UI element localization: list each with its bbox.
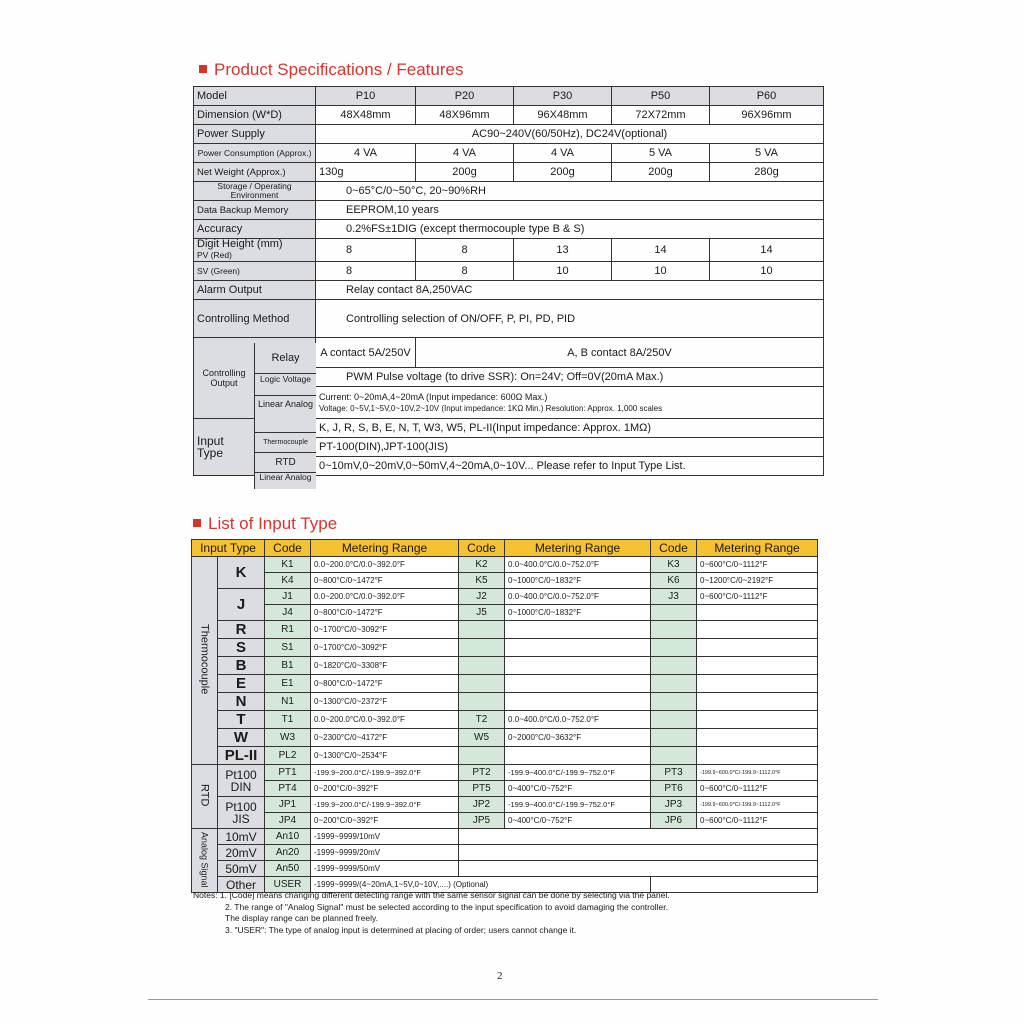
range-cell: -1999~9999/10mV xyxy=(311,829,459,845)
code-cell: JP1 xyxy=(265,797,311,813)
range-cell: 0.0~400.0°C/0.0~752.0°F xyxy=(505,557,651,573)
logic-label: Logic Voltage xyxy=(255,374,316,396)
range-cell xyxy=(697,729,818,747)
code-cell: USER xyxy=(265,877,311,893)
range-cell: 0~400°C/0~752°F xyxy=(505,813,651,829)
page-number: 2 xyxy=(497,970,503,982)
model-p60: P60 xyxy=(710,87,824,106)
code-cell: PT4 xyxy=(265,781,311,797)
range-cell: -199.9~200.0°C/-199.9~392.0°F xyxy=(311,797,459,813)
dimension-value: 48X96mm xyxy=(416,106,514,125)
code-cell xyxy=(459,639,505,657)
linear-voltage: Voltage: 0~5V,1~5V,0~10V,2~10V (Input impedance: 1KΩ Min.) Resolution: Approx. 1,000 scales xyxy=(319,403,663,413)
model-p30: P30 xyxy=(514,87,612,106)
code-cell: An50 xyxy=(265,861,311,877)
code-cell: W3 xyxy=(265,729,311,747)
pv-label: PV (Red) xyxy=(197,250,232,260)
group-rtd xyxy=(192,765,218,829)
group-analog xyxy=(192,829,218,893)
accuracy-label: Accuracy xyxy=(194,220,316,239)
range-cell: 0~600°C/0~1112°F xyxy=(697,781,818,797)
consumption-label: Power Consumption (Approx.) xyxy=(194,144,316,163)
code-cell: K1 xyxy=(265,557,311,573)
backup-row xyxy=(194,201,824,220)
notes xyxy=(193,890,813,936)
code-cell: PT6 xyxy=(651,781,697,797)
range-cell: 0~2300°C/0~4172°F xyxy=(311,729,459,747)
control-method-label: Controlling Method xyxy=(194,300,316,338)
weight-value: 200g xyxy=(416,163,514,182)
input-type-label: Input Type xyxy=(197,434,224,460)
code-cell: J4 xyxy=(265,605,311,621)
linear-label: Linear Analog xyxy=(255,396,316,433)
code-cell xyxy=(459,657,505,675)
relay-label: Relay xyxy=(255,343,316,374)
range-cell: 0~1700°C/0~3092°F xyxy=(311,621,459,639)
range-cell: 0~800°C/0~1472°F xyxy=(311,573,459,589)
code-cell: JP3 xyxy=(651,797,697,813)
accuracy-value: 0.2%FS±1DIG (except thermocouple type B & S) xyxy=(316,220,824,239)
table-row xyxy=(192,729,818,747)
rtd-value: PT-100(DIN),JPT-100(JIS) xyxy=(316,438,824,457)
model-p20: P20 xyxy=(416,87,514,106)
code-cell: K4 xyxy=(265,573,311,589)
header-range: Metering Range xyxy=(311,540,459,557)
control-method-value: Controlling selection of ON/OFF, P, PI, PD, PID xyxy=(316,300,824,338)
range-cell: 0~1300°C/0~2372°F xyxy=(311,693,459,711)
range-cell: 0~800°C/0~1472°F xyxy=(311,605,459,621)
type-name: 20mV xyxy=(218,845,265,861)
code-cell xyxy=(459,747,505,765)
range-cell: 0.0~400.0°C/0.0~752.0°F xyxy=(505,589,651,605)
code-cell xyxy=(651,729,697,747)
weight-value: 200g xyxy=(514,163,612,182)
bullet-icon xyxy=(193,519,201,527)
table-row xyxy=(192,589,818,605)
code-cell xyxy=(459,675,505,693)
code-cell: K2 xyxy=(459,557,505,573)
range-cell: 0.0~200.0°C/0.0~392.0°F xyxy=(311,589,459,605)
header-code: Code xyxy=(651,540,697,557)
range-cell xyxy=(459,829,818,845)
range-cell xyxy=(505,675,651,693)
range-cell: 0~200°C/0~392°F xyxy=(311,813,459,829)
table-row xyxy=(192,813,818,829)
header-code: Code xyxy=(265,540,311,557)
code-cell: S1 xyxy=(265,639,311,657)
range-cell: 0.0~400.0°C/0.0~752.0°F xyxy=(505,711,651,729)
range-cell xyxy=(459,861,818,877)
consumption-value: 5 VA xyxy=(612,144,710,163)
alarm-label: Alarm Output xyxy=(194,281,316,300)
model-p10: P10 xyxy=(316,87,416,106)
tc-label: Thermocouple xyxy=(255,433,316,453)
sv-value: 10 xyxy=(514,262,612,281)
range-cell xyxy=(697,747,818,765)
range-cell: 0~800°C/0~1472°F xyxy=(311,675,459,693)
code-cell xyxy=(651,657,697,675)
pv-value: 14 xyxy=(710,239,824,262)
bullet-icon xyxy=(199,65,207,73)
digit-height-label: Digit Height (mm) xyxy=(197,238,283,250)
dimension-row xyxy=(194,106,824,125)
table-row xyxy=(192,711,818,729)
weight-value: 130g xyxy=(316,163,416,182)
table-row xyxy=(192,747,818,765)
code-cell xyxy=(651,621,697,639)
table-row xyxy=(192,621,818,639)
power-label: Power Supply xyxy=(194,125,316,144)
pv-value: 8 xyxy=(416,239,514,262)
range-cell xyxy=(697,639,818,657)
range-cell: -199.9~600.0°C/-199.9~1112.0°F xyxy=(697,765,818,781)
group-thermocouple xyxy=(192,557,218,765)
consumption-value: 5 VA xyxy=(710,144,824,163)
range-cell: 0~2000°C/0~3632°F xyxy=(505,729,651,747)
linear-analog-value: 0~10mV,0~20mV,0~50mV,4~20mA,0~10V... Please refer to Input Type List. xyxy=(316,457,824,476)
table-row xyxy=(192,675,818,693)
range-cell: 0~1000°C/0~1832°F xyxy=(505,573,651,589)
dimension-value: 72X72mm xyxy=(612,106,710,125)
type-name: Other xyxy=(218,877,265,893)
code-cell: K5 xyxy=(459,573,505,589)
control-output-label: Controlling Output xyxy=(202,368,246,388)
control-method-row xyxy=(194,300,824,338)
range-cell xyxy=(505,657,651,675)
type-name: T xyxy=(218,711,265,729)
code-cell: T1 xyxy=(265,711,311,729)
type-name: Pt100 JIS xyxy=(218,797,265,829)
weight-label: Net Weight (Approx.) xyxy=(194,163,316,182)
code-cell xyxy=(651,605,697,621)
sv-row xyxy=(194,262,824,281)
alarm-row xyxy=(194,281,824,300)
type-name: J xyxy=(218,589,265,621)
control-output-sublabels xyxy=(254,343,316,489)
code-cell: N1 xyxy=(265,693,311,711)
type-name: S xyxy=(218,639,265,657)
code-cell: E1 xyxy=(265,675,311,693)
sv-value: 8 xyxy=(416,262,514,281)
type-name: 10mV xyxy=(218,829,265,845)
lin-analog-label: Linear Analog xyxy=(259,472,312,482)
code-cell: An10 xyxy=(265,829,311,845)
range-cell: 0.0~200.0°C/0.0~392.0°F xyxy=(311,711,459,729)
table-row xyxy=(192,557,818,573)
weight-value: 200g xyxy=(612,163,710,182)
range-cell: -1999~9999/50mV xyxy=(311,861,459,877)
accuracy-row xyxy=(194,220,824,239)
type-name: W xyxy=(218,729,265,747)
range-cell xyxy=(697,675,818,693)
range-cell xyxy=(697,605,818,621)
input-type-table xyxy=(191,539,818,893)
code-cell: PT1 xyxy=(265,765,311,781)
code-cell xyxy=(651,675,697,693)
input-title-text: List of Input Type xyxy=(208,514,338,533)
range-cell: 0~200°C/0~392°F xyxy=(311,781,459,797)
input-header-row xyxy=(192,540,818,557)
note-2b: The display range can be planned freely. xyxy=(225,913,378,923)
power-row xyxy=(194,125,824,144)
dimension-value: 96X48mm xyxy=(514,106,612,125)
code-cell xyxy=(651,693,697,711)
header-range: Metering Range xyxy=(505,540,651,557)
range-cell: 0~1820°C/0~3308°F xyxy=(311,657,459,675)
code-cell: J3 xyxy=(651,589,697,605)
range-cell: -199.9~400.0°C/-199.9~752.0°F xyxy=(505,797,651,813)
logic-value: PWM Pulse voltage (to drive SSR): On=24V; Off=0V(20mA Max.) xyxy=(316,368,824,387)
power-value: AC90~240V(60/50Hz), DC24V(optional) xyxy=(316,125,824,144)
table-row xyxy=(192,639,818,657)
table-row xyxy=(192,845,818,861)
range-cell xyxy=(697,693,818,711)
header-input-type: Input Type xyxy=(192,540,265,557)
pv-value: 8 xyxy=(316,239,416,262)
consumption-row xyxy=(194,144,824,163)
code-cell: PT3 xyxy=(651,765,697,781)
table-row xyxy=(192,781,818,797)
thermocouple-value: K, J, R, S, B, E, N, T, W3, W5, PL-II(Input impedance: Approx. 1MΩ) xyxy=(316,419,824,438)
environment-row xyxy=(194,182,824,201)
header-range: Metering Range xyxy=(697,540,818,557)
consumption-value: 4 VA xyxy=(514,144,612,163)
range-cell: -199.9~200.0°C/-199.9~392.0°F xyxy=(311,765,459,781)
table-row xyxy=(192,693,818,711)
code-cell: K6 xyxy=(651,573,697,589)
range-cell: 0~400°C/0~752°F xyxy=(505,781,651,797)
weight-row xyxy=(194,163,824,182)
relay-a-contact: A contact 5A/250V xyxy=(316,338,416,368)
environment-label: Storage / Operating Environment xyxy=(194,182,316,201)
code-cell xyxy=(459,693,505,711)
dimension-value: 48X48mm xyxy=(316,106,416,125)
code-cell: JP2 xyxy=(459,797,505,813)
model-label: Model xyxy=(194,87,316,106)
sv-value: 8 xyxy=(316,262,416,281)
range-cell xyxy=(459,845,818,861)
code-cell: J2 xyxy=(459,589,505,605)
type-name: R xyxy=(218,621,265,639)
alarm-value: Relay contact 8A,250VAC xyxy=(316,281,824,300)
note-1: Notes: 1. [Code] means changing different detecting range with the same sensor signal can be done by selecting via the panel. xyxy=(193,890,670,900)
group-rtd-label: RTD xyxy=(198,783,211,807)
range-cell: 0~1200°C/0~2192°F xyxy=(697,573,818,589)
code-cell: JP5 xyxy=(459,813,505,829)
type-name: Pt100 DIN xyxy=(218,765,265,797)
note-2: 2. The range of "Analog Signal" must be selected according to the input specification to avoid damaging the controller. xyxy=(225,901,668,912)
range-cell: 0.0~200.0°C/0.0~392.0°F xyxy=(311,557,459,573)
code-cell: J1 xyxy=(265,589,311,605)
range-cell: -199.9~400.0°C/-199.9~752.0°F xyxy=(505,765,651,781)
digit-height-cell xyxy=(194,239,316,262)
pv-row xyxy=(194,239,824,262)
type-name: 50mV xyxy=(218,861,265,877)
range-cell: 0~1700°C/0~3092°F xyxy=(311,639,459,657)
range-cell: 0~1000°C/0~1832°F xyxy=(505,605,651,621)
backup-value: EEPROM,10 years xyxy=(316,201,824,220)
range-cell xyxy=(697,621,818,639)
input-section-title xyxy=(193,514,337,534)
linear-current: Current: 0~20mA,4~20mA (Input impedance: 600Ω Max.) xyxy=(319,391,548,402)
type-name: N xyxy=(218,693,265,711)
consumption-value: 4 VA xyxy=(316,144,416,163)
group-thermocouple-label: Thermocouple xyxy=(198,623,211,695)
code-cell: W5 xyxy=(459,729,505,747)
range-cell: -1999~9999/20mV xyxy=(311,845,459,861)
table-row xyxy=(192,829,818,845)
code-cell: J5 xyxy=(459,605,505,621)
table-row xyxy=(192,765,818,781)
type-name: K xyxy=(218,557,265,589)
table-row xyxy=(192,657,818,675)
relay-ab-contact: A, B contact 8A/250V xyxy=(416,338,824,368)
dimension-label: Dimension (W*D) xyxy=(194,106,316,125)
spec-title-text: Product Specifications / Features xyxy=(214,60,464,79)
range-cell xyxy=(505,621,651,639)
type-name: PL-II xyxy=(218,747,265,765)
code-cell: B1 xyxy=(265,657,311,675)
code-cell: K3 xyxy=(651,557,697,573)
code-cell: PT5 xyxy=(459,781,505,797)
range-cell: 0~600°C/0~1112°F xyxy=(697,557,818,573)
range-cell xyxy=(505,747,651,765)
table-row xyxy=(192,605,818,621)
range-cell: 0~600°C/0~1112°F xyxy=(697,589,818,605)
consumption-value: 4 VA xyxy=(416,144,514,163)
dimension-value: 96X96mm xyxy=(710,106,824,125)
code-cell xyxy=(651,639,697,657)
note-3: 3. "USER": The type of analog input is determined at placing of order; users cannot change it. xyxy=(225,924,577,935)
range-cell: 0~1300°C/0~2534°F xyxy=(311,747,459,765)
table-row xyxy=(192,573,818,589)
code-cell xyxy=(651,747,697,765)
bottom-divider xyxy=(148,999,878,1000)
range-cell xyxy=(505,639,651,657)
table-row xyxy=(192,797,818,813)
code-cell: PL2 xyxy=(265,747,311,765)
group-analog-label: Analog Signal xyxy=(199,831,210,888)
type-name: B xyxy=(218,657,265,675)
sv-label: SV (Green) xyxy=(194,262,316,281)
rtd-label: RTD xyxy=(255,453,316,473)
code-cell xyxy=(651,711,697,729)
sv-value: 10 xyxy=(710,262,824,281)
range-cell: 0~600°C/0~1112°F xyxy=(697,813,818,829)
type-name: E xyxy=(218,675,265,693)
pv-value: 13 xyxy=(514,239,612,262)
code-cell: T2 xyxy=(459,711,505,729)
linear-cell xyxy=(316,387,824,419)
range-cell xyxy=(697,711,818,729)
table-row xyxy=(192,861,818,877)
spec-section-title xyxy=(199,60,463,80)
backup-label: Data Backup Memory xyxy=(194,201,316,220)
weight-value: 280g xyxy=(710,163,824,182)
code-cell: JP6 xyxy=(651,813,697,829)
code-cell: PT2 xyxy=(459,765,505,781)
environment-value: 0~65°C/0~50°C, 20~90%RH xyxy=(316,182,824,201)
model-row xyxy=(194,87,824,106)
range-cell xyxy=(697,657,818,675)
code-cell: An20 xyxy=(265,845,311,861)
range-cell: -199.9~600.0°C/-199.9~1112.0°F xyxy=(697,797,818,813)
model-p50: P50 xyxy=(612,87,710,106)
range-cell xyxy=(505,693,651,711)
range-cell: -1999~9999/(4~20mA,1~5V,0~10V,....) (Optional) xyxy=(311,877,651,893)
code-cell: R1 xyxy=(265,621,311,639)
code-cell xyxy=(459,621,505,639)
sv-value: 10 xyxy=(612,262,710,281)
pv-value: 14 xyxy=(612,239,710,262)
header-code: Code xyxy=(459,540,505,557)
code-cell: JP4 xyxy=(265,813,311,829)
